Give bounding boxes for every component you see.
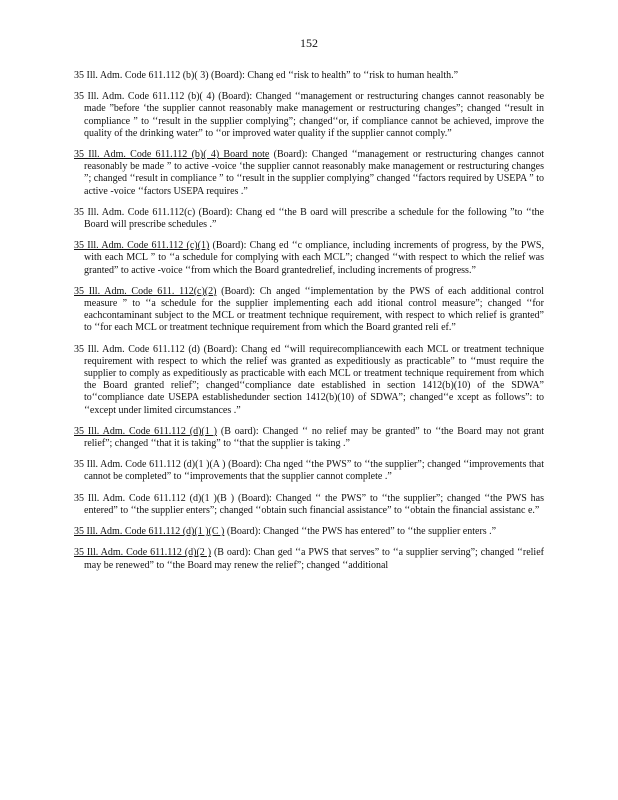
entry-text: Chang ed ‘‘risk to health” to ‘‘risk to human health.” [244, 70, 459, 81]
entry-611-112-d [74, 344, 544, 417]
entry-text: (Board): Chang ed ‘‘c ompliance, including increments of progress, by the PWS, with each MCL ” to ‘‘a schedule for complying with each MCL”; changed ‘‘with respect to which the relief was granted” to active -voice ‘‘from which the Board grantedrelief, including increments of progress.” [84, 240, 544, 276]
entry-611-112-d2 [74, 547, 544, 571]
entry-paragraph [74, 240, 544, 277]
entry-citation: 35 Ill. Adm. Code 611.112 (d)(1 )(C ) [74, 526, 225, 538]
entry-text: Changed ‘‘management or restructuring changes cannot reasonably be made ”before ‘the supplier cannot reasonably make management or restructuring changes”; changed ‘‘result in compliance ” to ‘‘result in the supplier complying”; changed‘‘or, if compliance cannot be achieved, improve the quality of the drinking water” to ‘‘or improved water quality if the supplier cannot comply.” [84, 91, 545, 139]
entry-text: (Board): Ch anged ‘‘implementation by the PWS of each additional control measure ” to ‘‘a schedule for the supplier implementing each add itional control measure”; changed ‘‘for eachcontaminant subject to the MCL or treatment technique requirement, with respect to which relief is granted” to ‘‘for each MCL or treatment technique requirement from which the Board granted reli ef.” [84, 285, 544, 334]
entry-citation: 35 Ill. Adm. Code 611.112 (b)( 3) (Board): [74, 70, 245, 81]
entry-611-112-b4 [74, 91, 544, 140]
entry-611-112-c1 [74, 240, 544, 277]
entry-text: (Board): Changed ‘‘the PWS has entered” to ‘‘the supplier enters .” [224, 526, 497, 538]
entry-paragraph [74, 547, 544, 571]
entry-611-112-b4-board-note [74, 149, 544, 198]
comment-entries [74, 70, 544, 581]
entry-paragraph [74, 493, 544, 517]
entry-citation: 35 Ill. Adm. Code 611.112 (d)(1 )(B ) (Board): [74, 492, 272, 504]
entry-text: (B oard): Changed ‘‘ no relief may be granted” to ‘‘the Board may not grant relief”; changed ‘‘that it is taking” to ‘‘that the supplier is taking .” [84, 425, 544, 450]
entry-text: (Board): Chang ed ‘‘the B oard will prescribe a schedule for the following ”to ‘‘the Board will prescribe schedules .” [84, 206, 544, 231]
entry-paragraph [74, 70, 544, 82]
entry-citation: 35 Ill. Adm. Code 611.112 (d)(2 ) [74, 547, 212, 559]
page-number: 152 [300, 36, 318, 50]
entry-citation: 35 Ill. Adm. Code 611.112 (c)(1) [74, 240, 210, 252]
entry-citation: 35 Ill. Adm. Code 611.112 (b)( 4) (Board): [74, 91, 253, 103]
entry-paragraph [74, 149, 544, 198]
entry-citation: 35 Ill. Adm. Code 611.112 (d)(1 ) [74, 425, 217, 437]
entry-611-112-d1 [74, 426, 544, 450]
entry-611-112-c [74, 207, 544, 231]
entry-paragraph [74, 426, 544, 450]
entry-citation: 35 Ill. Adm. Code 611.112(c) [74, 206, 196, 218]
entry-text: Changed ‘‘ the PWS” to ‘‘the supplier”; changed ‘‘the PWS has entered” to ‘‘the supplier enters”; changed ‘‘obtain such financial assistance” to ‘‘obtain the financial assistanc e.” [84, 492, 544, 516]
entry-citation: 35 Ill. Adm. Code 611. 112(c)(2) [74, 285, 217, 297]
entry-paragraph [74, 344, 544, 417]
entry-611-112-d1b [74, 493, 544, 517]
entry-citation: 35 Ill. Adm. Code 611.112 (d)(1 )(A ) (Board): [74, 459, 262, 471]
entry-paragraph [74, 286, 544, 335]
entry-paragraph [74, 459, 544, 483]
entry-paragraph [74, 91, 544, 140]
entry-text: (B oard): Chan ged ‘‘a PWS that serves” to ‘‘a supplier serving”; changed ‘‘relief may be renewed” to ‘‘the Board may renew the relief”; changed ‘‘additional [84, 547, 544, 571]
entry-citation: 35 Ill. Adm. Code 611.112 (d) (Board): [74, 343, 238, 355]
entry-611-112-c2 [74, 286, 544, 335]
entry-paragraph [74, 207, 544, 231]
entry-text: (Board): Changed ‘‘management or restructuring changes cannot reasonably be made ” to active -voice ‘the supplier cannot reasonably make management or restructuring changes ”; changed ‘‘result in compliance ” to ‘‘result in the supplier complying” changed ‘‘factors required by USEPA ” to active -voice ‘‘factors USEPA requires .” [84, 149, 545, 197]
entry-text: Cha nged ‘‘the PWS” to ‘‘the supplier”; changed ‘‘improvements that cannot be completed” to ‘‘improvements that the supplier cannot complete .” [84, 459, 545, 483]
entry-paragraph [74, 526, 544, 538]
entry-611-112-d1a [74, 459, 544, 483]
entry-611-112-b3 [74, 70, 544, 82]
entry-611-112-d1c [74, 526, 544, 538]
entry-text: Chang ed ‘‘will requirecompliancewith each MCL or treatment technique requirement with respect to which the relief was granted as expeditiously as practicable” to ‘‘must require the supplier to comply as expeditiously as practicable with each MCL or treatment technique requirement from which the Board granted relief”; changed‘‘compliance date established in section 1412(b)(10) of the SDWA” to‘‘compliance date USEPA establishedunder section 1412(b)(10) of SDWA”; changed‘‘e xcept as follows”: to ‘‘except under limited circumstances .” [84, 343, 544, 416]
entry-citation: 35 Ill. Adm. Code 611.112 (b)( 4) Board note [74, 149, 270, 161]
